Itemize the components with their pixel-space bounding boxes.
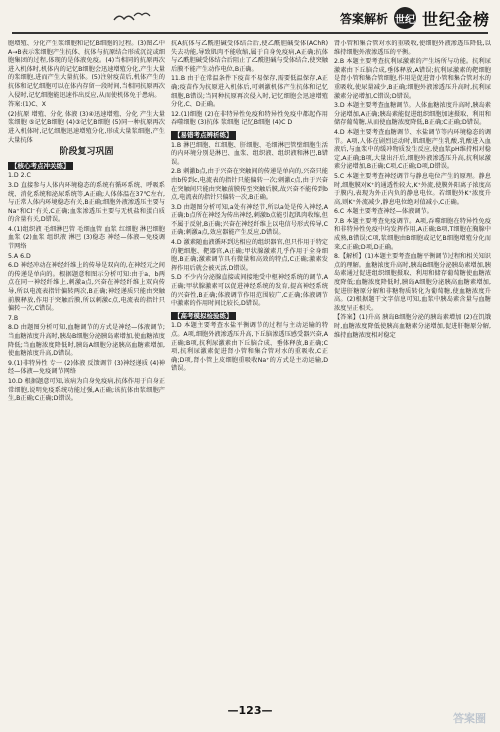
error-section-head: 【易错考点辨析练】: [171, 131, 236, 140]
sim-section-head: 【高考模拟检验练】: [171, 312, 236, 321]
paragraph: 抗A抗体与乙酰胆碱受体结合后,使乙酰胆碱受体(AChR)失去功能,导致肌肉不能收缩,属于自身免疫病,A正确;抗体与乙酰胆碱受体结合后阻止了乙酰胆碱与受体结合,使突触后膜不能产生动作电位,B正确。: [171, 40, 328, 73]
list-item: 3.D 由题图分析可知,a处有神经节,所以a处是传入神经,A正确;b点所在神经为传出神经,刺激b点能引起肌肉收缩,但不属于反射,B正确;兴奋在神经纤维上以电信号形式传导,C正确;刺激a点,效应器能产生反应,D错误。: [171, 203, 328, 237]
list-item: 8.D 由题图分析可知,血糖调节的方式是神经—体液调节;当血糖浓度升高时,胰岛B细胞分泌胰岛素增加,使血糖浓度降低;当血糖浓度降低时,胰岛A细胞分泌胰高血糖素增加,使血糖浓度升高,D错误。: [8, 324, 165, 358]
header-title-zone: [340, 6, 490, 30]
list-item: 7.B: [8, 314, 19, 322]
answer-list: (2)抗原 增殖、分化 体液 (3)④迅速增殖、分化 产生大量浆细胞 ⑤记忆B细胞 (4)③记忆B细胞 (5)同一种抗原再次进入机体时,记忆细胞迅速增殖分化,形成大量浆细胞,产生大量抗体: [8, 110, 165, 144]
list-item: 10.D 根据题意可知,该病为自身免疫病,抗体作用于自身正常细胞,说明免疫系统功能过强,A正确;该抗体由浆细胞产生,B正确;C正确;D错误。: [8, 377, 165, 403]
list-item: 9.(1)非特异性 专一 (2)体液 反馈调节 (3)神经递质 (4)神经—体液—免疫调节网络: [8, 359, 165, 376]
column-left: [8, 40, 165, 700]
answer-line: 答案:(1)C、X: [8, 101, 46, 109]
paragraph: 肾小管和集合管对水的重吸收,使细胞外液渗透压降低,以维持细胞外液渗透压的平衡。: [334, 40, 491, 56]
list-item: 4.(1)组织液 毛细淋巴管 毛细血管 血浆 红细胞 淋巴细胞 血浆 (2)血浆 组织液 淋巴 (3)稳态 神经—体液—免疫调节网络: [8, 225, 165, 251]
section-title: 阶段复习巩固: [59, 147, 114, 158]
list-item: 7.B 本题主要考查免疫调节。A项,吞噬细胞在特异性免疫和非特异性免疫中均发挥作用,A正确;B项,T细胞在胸腺中成熟,B错误;C项,浆细胞由B细胞或记忆B细胞增殖分化而来,C正确;D项,D正确。: [334, 217, 491, 251]
watermark-logo: 答案圈: [453, 712, 486, 725]
list-item: 3.D 本题主要考查血糖调节。人体血糖浓度升高时,胰岛素分泌增加,A正确;胰岛素能促进组织细胞加速摄取、利用和储存葡萄糖,从而使血糖浓度降低,B正确;C正确;D错误。: [334, 102, 491, 127]
list-item: 6.C 本题主要考查神经—体液调节。: [334, 208, 433, 216]
birds-icon: [112, 8, 152, 28]
brand-logo-icon: 世纪: [394, 7, 416, 29]
page-number: —123—: [227, 704, 273, 717]
answer-page: [8, 40, 492, 700]
list-item: 5.D 不少内分泌腺直接或间接地受中枢神经系统的调节,A正确;甲状腺激素可以促进神经系统的发育,提高神经系统的兴奋性,B正确;体液调节作用范围较广,C正确;体液调节中激素的作用时间比较长,D错误。: [171, 274, 328, 308]
list-item: 1.B 淋巴细胞、红细胞、肝细胞、毛细淋巴管壁细胞生活的内环境分别是淋巴、血浆、组织液、组织液和淋巴,B错误。: [171, 141, 328, 166]
core-section-head: 【核心考点冲关练】: [8, 162, 73, 171]
header-rule: [12, 32, 488, 34]
list-item: 1.D 本题主要考查水盐平衡调节的过程与主动运输的特点。A项,细胞外液渗透压升高,下丘脑渗透压感受器兴奋,A正确;B项,抗利尿激素由下丘脑合成、垂体释放,B正确;C项,抗利尿激素促进肾小管和集合管对水的重吸收,C正确;D项,肾小管上皮细胞重吸收Na⁺的方式是主动运输,D错误。: [171, 322, 328, 373]
answer-label: 答案解析: [339, 11, 388, 26]
list-item: 12.(1)细胞 (2)在非特异性免疫和特异性免疫中都起作用 吞噬细胞 (3)抗体 浆细胞 记忆B细胞 (4)C D: [171, 110, 328, 127]
list-item: 4.D 激素随血液循环到达相应的组织器官,但只作用于特定的靶细胞、靶器官,A正确;甲状腺激素几乎作用于全身细胞,B正确;激素调节具有微量和高效的特点,C正确;激素发挥作用后就会被灭活,D错误。: [171, 239, 328, 272]
list-item: 【答案】(1)升高 胰岛B细胞分泌的胰岛素增加 (2)在饥饿时,血糖浓度降低使胰高血糖素分泌增加,促进肝糖原分解,维持血糖浓度相对稳定: [334, 314, 491, 339]
brand-name: 世纪金榜: [421, 9, 490, 29]
column-middle: [171, 40, 328, 700]
list-item: 3.D 直接参与人体内环境稳态的系统有循环系统、呼吸系统、消化系统和泌尿系统等,A正确;人体体温在37℃左右,与正常人体内环境稳态有关,B正确;细胞外液渗透压主要与Na⁺和Cl⁻有关,C正确;血浆渗透压主要与无机盐和蛋白质的含量有关,D错误。: [8, 181, 165, 224]
list-item: 11.B 由于在常温条件下疫苗不易保存,需要低温保存,A正确;疫苗作为抗原进入机体后,可刺激机体产生抗体和记忆细胞,B错误;当同种抗原再次侵入时,记忆细胞会迅速增殖分化,C、D正确。: [171, 75, 328, 109]
paragraph: 胞增殖、分化产生浆细胞和记忆B细胞的过程。(3)图乙中A→B表示浆细胞产生抗体、抗体与抗原结合形成沉淀或细胞集团的过程,体现的是体液免疫。(4)当相同的抗原再次进入机体时,机体内的记忆B细胞会迅速增殖分化,产生大量的浆细胞,进而产生大量抗体。(5)注射疫苗后,机体产生的抗体和记忆细胞可以在体内存留一段时间,当相同抗原再次入侵时,记忆细胞能迅速作出反应,从而使机体免于患病。: [8, 40, 165, 99]
list-item: 8.【解析】(1)本题主要考查血糖平衡调节过程和相关知识点的理解。血糖浓度升高时,胰岛B细胞分泌胰岛素增加,胰岛素通过促进组织细胞摄取、利用和储存葡萄糖使血糖浓度降低;血糖浓度降低时,胰岛A细胞分泌胰高血糖素增加,促进肝糖原分解和非糖物质转化为葡萄糖,使血糖浓度升高。(2)根据题干文字信息可知,血浆中胰岛素含量与血糖浓度呈正相关。: [334, 253, 491, 312]
list-item: 2.B 本题主要考查抗利尿激素的产生场所与功能。抗利尿激素由下丘脑合成,垂体释放,A错误;抗利尿激素的靶细胞是肾小管和集合管细胞,作用是促进肾小管和集合管对水的重吸收,使尿量减少,B正确;细胞外液渗透压升高时,抗利尿激素分泌增加,C错误;D错误。: [334, 58, 491, 100]
column-right: [334, 40, 491, 700]
list-item: 2.B 刺激b点,由于兴奋在突触间的传递是单向的,兴奋只能由b传到c,电流表的指针只能偏转一次;刺激c点,由于兴奋在突触间只能由突触前膜传至突触后膜,故兴奋不能传到b点,电流表的指针只偏转一次,B正确。: [171, 168, 328, 202]
list-item: 5.A 6.D: [8, 252, 31, 260]
list-item: 6.D 神经冲动在神经纤维上的传导是双向的,在神经元之间的传递是单向的。根据题意和图示分析可知:由于a、b两点在同一神经纤维上,刺激a点,兴奋在神经纤维上双向传导,所以电流表指针偏转两次,B正确;神经递质只能由突触前膜释放,作用于突触后膜,所以刺激c点,电流表的指针只偏转一次,C错误。: [8, 262, 165, 313]
list-item: 1.D 2.C: [8, 172, 31, 180]
list-item: 4.D 本题主要考查血糖调节、水盐调节等内环境稳态的调节。A项,人体在剧烈运动时,肌细胞产生乳酸,乳酸进入血液后,与血浆中的缓冲物质发生反应,使血浆pH维持相对稳定,A正确;B项,大量出汗后,细胞外液渗透压升高,抗利尿激素分泌增加,B正确;C项,C正确;D项,D错误。: [334, 128, 491, 171]
page-header: [0, 0, 500, 38]
list-item: 5.C 本题主要考查神经调节与静息电位产生的原理。静息时,细胞膜对K⁺的通透性较大,K⁺外流,使膜外阳离子浓度高于膜内,表现为外正内负的静息电位。若细胞外K⁺浓度升高,则K⁺外流减少,静息电位绝对值减小,C正确。: [334, 172, 491, 206]
